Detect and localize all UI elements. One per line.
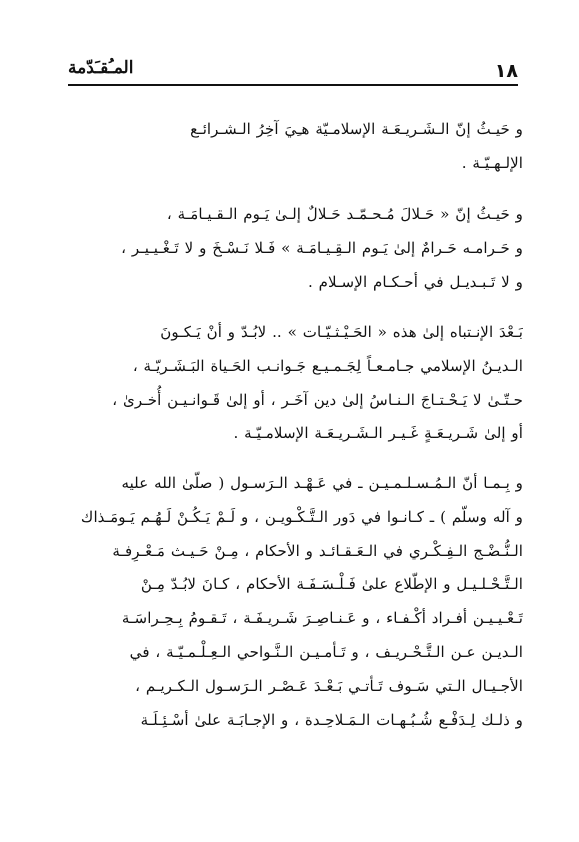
text-line: و حَـرامـه حَـرامٌ إلىٰ يَـوم الـقِـيـامَـة » فَـلا نَـسْـخَ و لا تَـغْـيـيـر ، [121,238,523,257]
paragraph [72,113,523,181]
text-line: و ذلـك لِـدَفْـع شُـبُـهـات الـمَـلاحِـدة ، و الإجـابَـة علىٰ أسْـئِـلَـة [140,710,523,729]
text-line: الـنُّـضْـج الـفِـكْـري في الـعَـقـائـد و الأحكام ، مِـنْ حَـيـث مَـعْـرِفـة [112,541,523,560]
paragraph [72,316,523,451]
text-line: و آله وسلّم ) ـ كـانـوا في دَور الـتَّـكْـويـن ، و لَـمْ يَـكُـنْ لَـهُـم يَـومَـذاك [80,507,523,526]
text-line: الـديـنُ الإسلامي جـامـعـاً لِجَـمـيـع جَـوانـب الحَـياة البَـشَـريّـة ، [132,356,523,375]
text-line: حـتّـىٰ لا يَـحْـتـاجَ الـنـاسُ إلىٰ دين آخَـر ، أو إلىٰ قَـوانـيـن أُخـرىٰ ، [112,390,523,409]
text-line: الـتَّـحْـلـيـل و الإطّلاع علىٰ فَـلْـسَـفَـة الأحكام ، كـانَ لابُـدّ مِـنْ [140,575,523,594]
text-line: و حَيـثُ إنّ الـشَـريـعَـة الإسلامـيّة هـِيَ آخِرُ الـشـرائـع [190,120,523,138]
text-line: و بِـمـا أنّ الـمُـسـلـمـيـن ـ في عَـهْـد الـرَسـول ( صلّىٰ الله عليه [121,474,523,492]
text-line: الأجـيـال الـتي سَـوف تَـأتـي بَـعْـدَ عَـصْـر الـرَسـول الـكـريـم ، [135,676,523,695]
page-number: ١٨ [494,60,518,82]
paragraph [72,198,523,299]
page-header [68,56,518,88]
text-line: بَـعْدَ الإنـتباه إلىٰ هذه « الحَـيْـثـيّـات » .. لابُـدّ و أنْ يَـكـونَ [160,323,523,341]
text-line: و حَيـثُ إنّ « حَـلالَ مُـحـمّـد حَـلالٌ إلـىٰ يَـوم الـقـيـامَـة ، [166,205,523,223]
text-line: الـديـن عـن الـتَّـحْـريـف ، و تَـأمـيـن الـنَّـواحي الـعِـلْـمـيّـة ، في [129,642,523,661]
text-line: الإلـهـيّـة . [461,153,523,172]
text-line: أو إلىٰ شَـريـعَـةٍ غَـيـر الـشَـريـعَـة الإسلامـيّـة . [233,424,523,443]
text-line: و لا تَـبـديـل في أحـكـام الإسـلام . [307,272,523,291]
running-title: المـُقـَدّمة [68,58,134,78]
text-line: تَـعْـيـيـن أفـراد أكْـفـاء ، و عَـنـاصِـرَ شَـريـفَـة ، تَـقـومُ بِـحِـراسَـة [121,609,523,628]
paragraph [72,467,523,737]
header-rule [68,84,518,86]
